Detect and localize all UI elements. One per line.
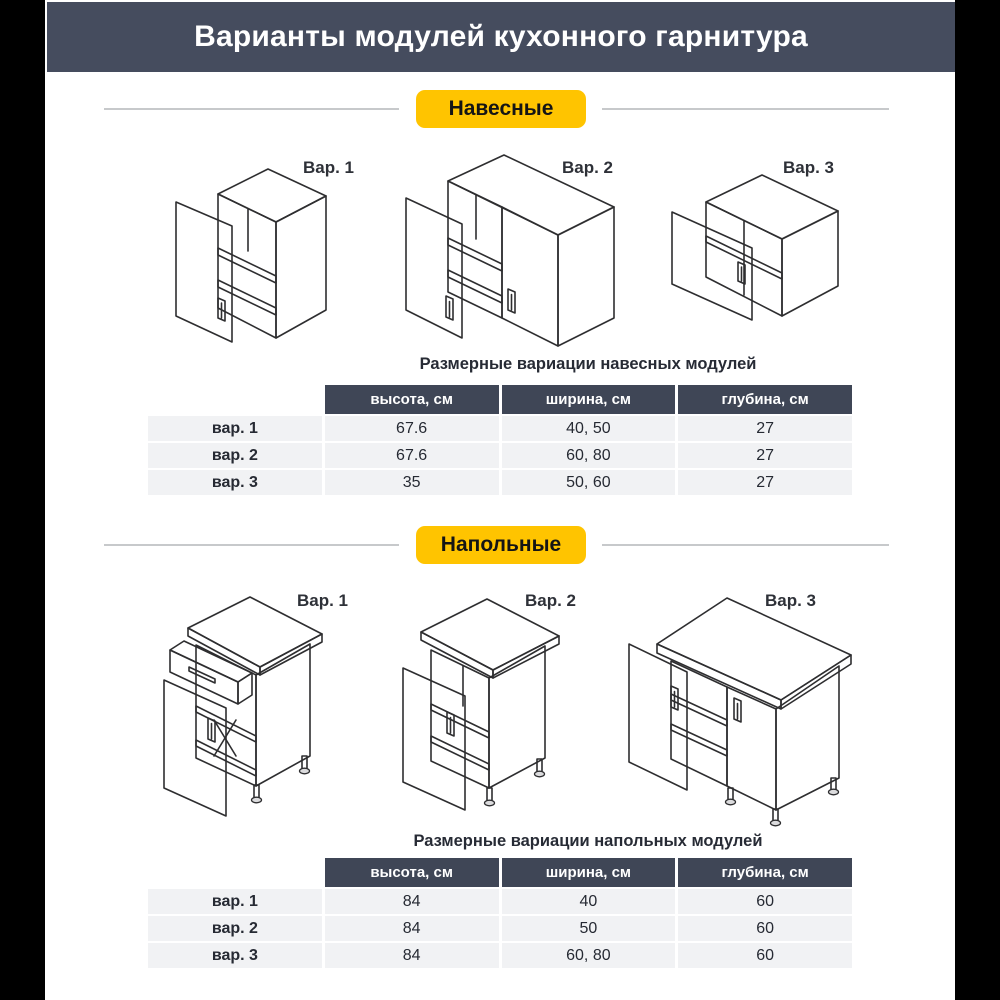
dim-cell: 60 — [678, 943, 852, 968]
wall-cabinet-var2-illustration — [392, 146, 652, 351]
floor-table-title: Размерные вариации напольных модулей — [413, 832, 763, 850]
wall-cabinet-var1-illustration — [140, 152, 360, 352]
dim-cell: 67.6 — [325, 416, 499, 441]
open-door — [176, 202, 232, 342]
column-header-height: высота, см — [325, 385, 499, 414]
floor-cabinet-var1-illustration — [140, 588, 360, 823]
dim-cell: 60, 80 — [502, 943, 676, 968]
dim-cell: 67.6 — [325, 443, 499, 468]
wall-variant-1-label: Вар. 1 — [303, 158, 355, 177]
cabinet-body — [164, 597, 322, 816]
floor-cabinet-var2-illustration — [385, 586, 605, 821]
wall-dimensions-table — [148, 385, 852, 495]
dim-cell: 40, 50 — [502, 416, 676, 441]
column-header-height: высота, см — [325, 858, 499, 887]
dim-cell: 27 — [678, 416, 852, 441]
badge-wall-section: Навесные — [416, 90, 586, 128]
header-spacer — [148, 385, 322, 414]
header-spacer — [148, 858, 322, 887]
floor-cabinet-var3-illustration — [615, 582, 895, 827]
row-label: вар. 3 — [148, 470, 322, 495]
dim-cell: 84 — [325, 916, 499, 941]
dim-cell: 40 — [502, 889, 676, 914]
wall-table-title: Размерные вариации навесных модулей — [419, 355, 757, 373]
badge-floor-section: Напольные — [416, 526, 586, 564]
open-door — [629, 644, 687, 790]
dim-cell: 27 — [678, 470, 852, 495]
wall-variant-3-label: Вар. 3 — [783, 158, 835, 177]
floor-dimensions-table — [148, 858, 852, 968]
drawer — [170, 641, 252, 704]
dim-cell: 84 — [325, 889, 499, 914]
divider-line-right-1 — [602, 108, 889, 110]
cabinet-legs — [485, 759, 545, 806]
right-black-bar — [955, 0, 1000, 1000]
floor-variant-2-label: Вар. 2 — [525, 591, 577, 610]
cabinet-body — [672, 175, 838, 320]
cabinet-body — [629, 598, 851, 826]
open-door — [403, 668, 465, 810]
cabinet-legs — [252, 756, 310, 803]
page-title: Варианты модулей кухонного гарнитура — [194, 20, 808, 53]
floor-variant-3-label: Вар. 3 — [765, 591, 817, 610]
left-black-bar — [0, 0, 45, 1000]
dim-cell: 60, 80 — [502, 443, 676, 468]
row-label: вар. 2 — [148, 443, 322, 468]
divider-line-left-2 — [104, 544, 399, 546]
cabinet-body — [176, 169, 326, 342]
dim-cell: 60 — [678, 889, 852, 914]
row-label: вар. 2 — [148, 916, 322, 941]
cabinet-body — [403, 599, 559, 810]
header-bar — [47, 2, 955, 72]
column-header-width: ширина, см — [502, 858, 676, 887]
row-label: вар. 1 — [148, 416, 322, 441]
wall-variant-2-label: Вар. 2 — [562, 158, 614, 177]
dim-cell: 50 — [502, 916, 676, 941]
cabinet-legs — [726, 778, 839, 826]
dim-cell: 35 — [325, 470, 499, 495]
open-door — [164, 680, 226, 816]
dim-cell: 50, 60 — [502, 470, 676, 495]
divider-line-right-2 — [602, 544, 889, 546]
column-header-depth: глубина, см — [678, 385, 852, 414]
dim-cell: 84 — [325, 943, 499, 968]
column-header-depth: глубина, см — [678, 858, 852, 887]
column-header-width: ширина, см — [502, 385, 676, 414]
divider-line-left-1 — [104, 108, 399, 110]
row-label: вар. 3 — [148, 943, 322, 968]
dim-cell: 27 — [678, 443, 852, 468]
open-door — [672, 212, 752, 320]
wall-cabinet-var3-illustration — [648, 158, 878, 333]
row-label: вар. 1 — [148, 889, 322, 914]
cabinet-body — [406, 155, 614, 346]
open-door — [406, 198, 462, 338]
dim-cell: 60 — [678, 916, 852, 941]
floor-variant-1-label: Вар. 1 — [297, 591, 349, 610]
